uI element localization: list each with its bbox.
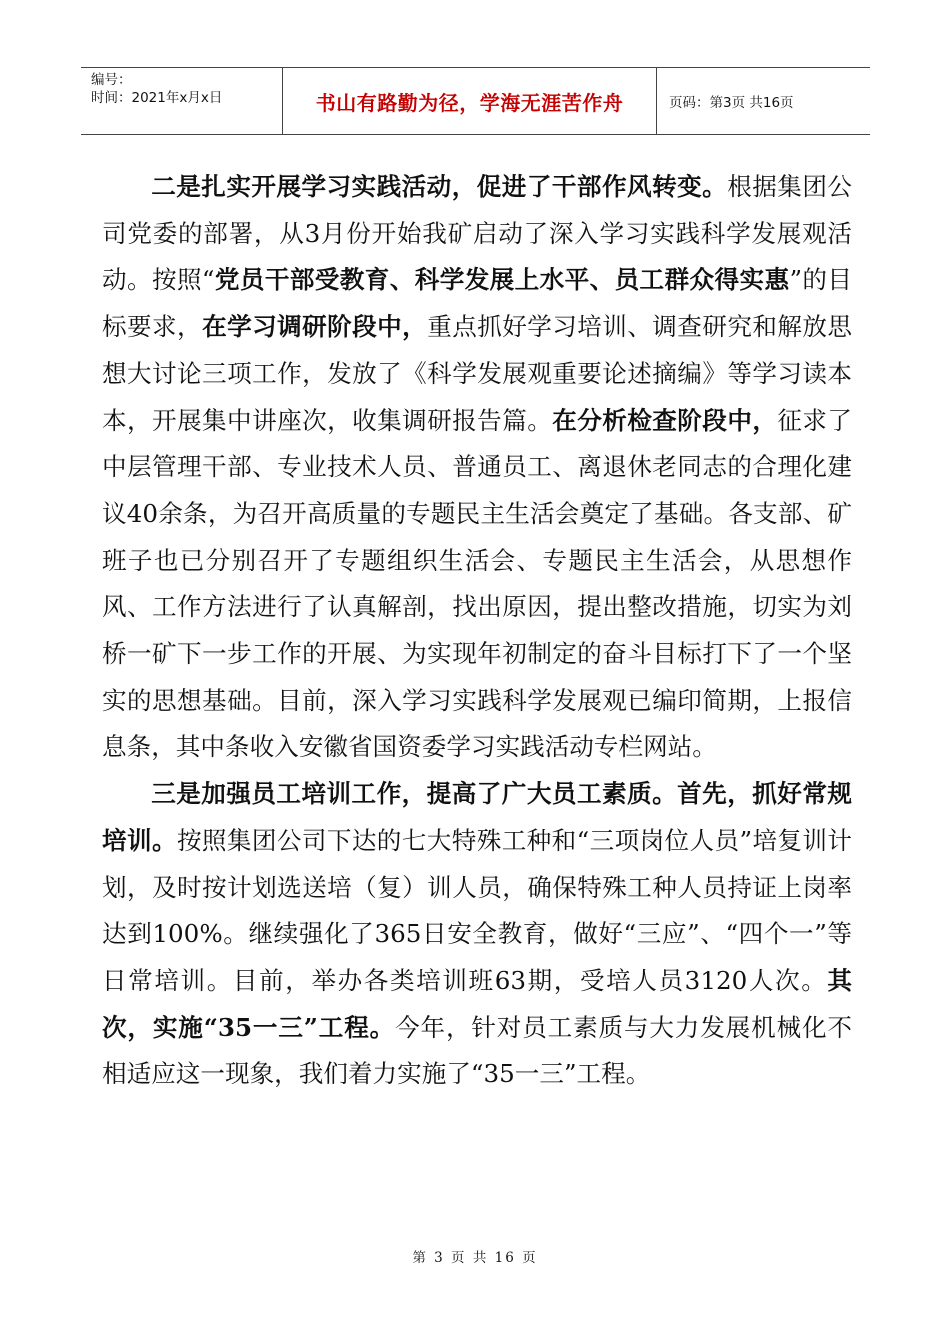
document-date-label: 时间：2021年x月x日 (91, 90, 223, 106)
document-body (102, 164, 852, 1098)
paragraph-staff-training (102, 771, 852, 1098)
emphasis-slogan: 党员干部受教育、科学发展上水平、员工群众得实惠 (214, 265, 790, 295)
text-run: 根据集团公司党委的部署，从3月份开始我矿启动了深入学习实践科学发展观活动。按照“ (102, 172, 852, 295)
emphasis-stage-analysis: 在分析检查阶段中， (552, 405, 778, 435)
emphasis-stage-research: 在学习调研阶段中， (202, 312, 428, 342)
header-motto: 书山有路勤为径，学海无涯苦作舟 (283, 68, 657, 134)
paragraph-heading: 二是扎实开展学习实践活动，促进了干部作风转变。 (151, 172, 728, 201)
text-run: 重点抓好学习培训、调查研究和解放思想大讨论三项工作，发放了《科学发展观重要论述摘编》等学习读本本，开展集中讲座次，收集调研报告篇。 (102, 312, 852, 435)
text-run: 征求了中层管理干部、专业技术人员、普通员工、离退休老同志的合理化建议40余条，为召开高质量的专题民主生活会奠定了基础。各支部、矿班子也已分别召开了专题组织生活会、专题民主生活会，从思想作风、工作方法进行了认真解剖，找出原因，提出整改措施，切实为刘桥一矿下一步工作的开展、为实现年初制定的奋斗目标打下了一个坚实的思想基础。目前，深入学习实践科学发展观已编印简期，上报信息条，其中条收入安徽省国资委学习实践活动专栏网站。 (102, 405, 852, 762)
text-run: 按照集团公司下达的七大特殊工种和“三项岗位人员”培复训计划，及时按计划选送培（复）训人员，确保特殊工种人员持证上岗率达到100%。继续强化了365日安全教育，做好“三应”、“四个一”等日常培训。目前，举办各类培训班63期，受培人员3120人次。 (102, 825, 852, 995)
emphasis-project: 其次，实施“35一三”工程。 (102, 965, 852, 1042)
header-meta (81, 68, 283, 134)
text-run: 今年，针对员工素质与大力发展机械化不相适应这一现象，我们着力实施了“35一三”工程。 (102, 1012, 852, 1089)
page-footer: 第 3 页 共 16 页 (412, 1250, 538, 1266)
paragraph-cadre-style (102, 164, 852, 771)
page-header (81, 67, 870, 135)
text-run: ”的目标要求， (102, 265, 852, 342)
header-page-label: 页码：第3页 共16页 (669, 95, 794, 111)
paragraph-heading: 三是加强员工培训工作，提高了广大员工素质。首先，抓好常规培训。 (102, 779, 852, 855)
document-number-label: 编号： (91, 72, 132, 88)
